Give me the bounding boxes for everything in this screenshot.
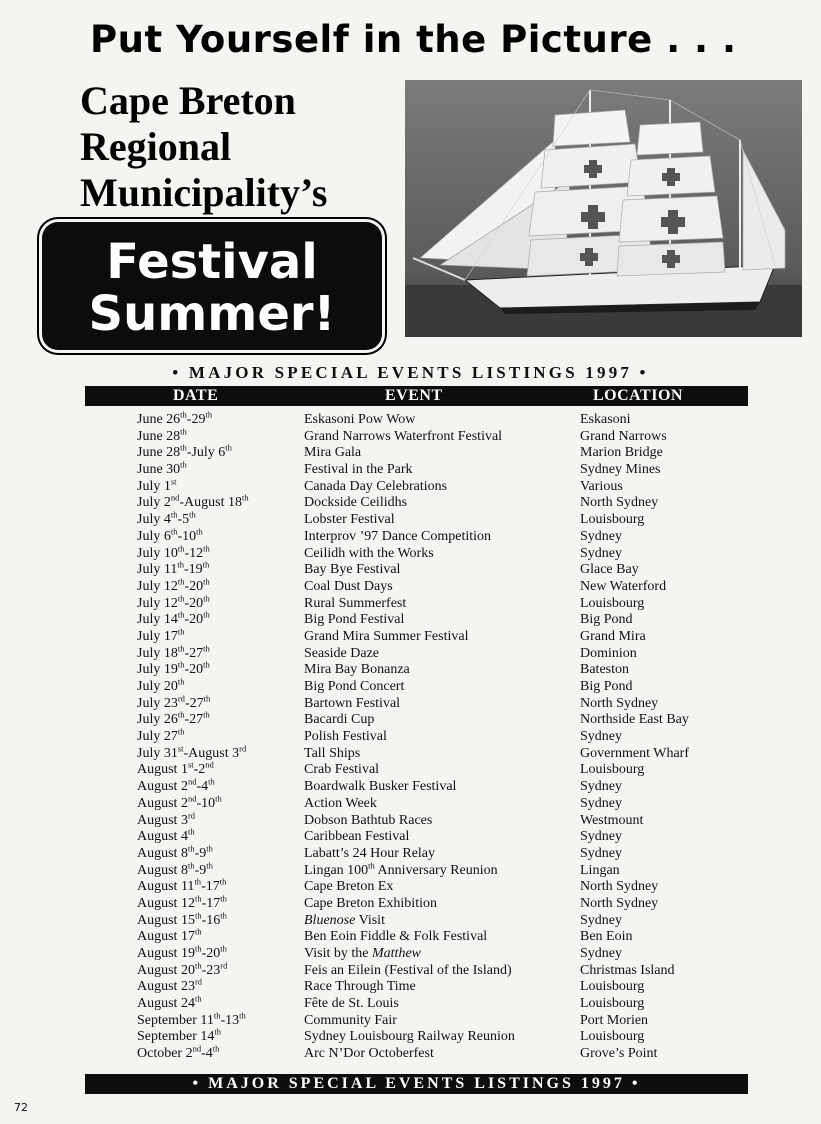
event-name: Feis an Eilein (Festival of the Island) [304, 962, 512, 978]
event-location: Ben Eoin [580, 929, 633, 945]
event-row [137, 859, 757, 880]
event-name: Coal Dust Days [304, 578, 393, 594]
column-header-event: EVENT [385, 387, 443, 404]
event-location: Westmount [580, 812, 644, 828]
page-title [80, 78, 327, 216]
events-table [137, 409, 757, 1063]
event-location: Bateston [580, 662, 629, 678]
event-name: Mira Bay Bonanza [304, 662, 410, 678]
event-date: July 19th-20th [137, 659, 210, 678]
event-row [137, 576, 757, 596]
title-line-1: Cape Breton [80, 78, 296, 123]
event-row [137, 1010, 757, 1030]
event-row [137, 509, 757, 529]
event-date: July 12th-20th [137, 576, 210, 594]
event-name: Boardwalk Busker Festival [304, 779, 457, 795]
event-location: Eskasoni [580, 412, 631, 427]
listing-footer: • MAJOR SPECIAL EVENTS LISTINGS 1997 • [85, 1074, 748, 1094]
event-row [137, 960, 757, 980]
event-row [137, 993, 757, 1013]
event-date: September 11th-13th [137, 1010, 246, 1028]
event-date: October 2nd-4th [137, 1043, 220, 1062]
event-row [137, 909, 757, 930]
event-location: North Sydney [580, 895, 659, 911]
event-name: Bartown Festival [304, 695, 401, 711]
event-location: Big Pond [580, 679, 633, 694]
event-row [137, 793, 757, 813]
event-location: Sydney [580, 845, 622, 861]
event-date: August 15th-16th [137, 909, 227, 928]
event-name: Community Fair [304, 1012, 397, 1028]
column-header-location: LOCATION [593, 387, 683, 404]
event-date: July 31st-August 3rd [137, 743, 247, 761]
event-row [137, 642, 757, 663]
event-date: July 2nd-August 18th [137, 492, 249, 511]
event-location: Louisbourg [580, 979, 645, 995]
event-row [137, 693, 757, 713]
event-row [137, 476, 757, 496]
event-name: Eskasoni Pow Wow [304, 412, 416, 427]
title-line-3: Municipality’s [80, 170, 328, 215]
event-location: Sydney [580, 829, 622, 845]
event-date: August 3rd [137, 809, 196, 828]
event-name: Rural Summerfest [304, 595, 407, 611]
tall-ship-illustration [405, 80, 802, 337]
event-name: Arc N’Dor Octoberfest [304, 1046, 434, 1062]
event-name: Interprov ’97 Dance Competition [304, 528, 492, 544]
event-row [137, 592, 757, 613]
event-row [137, 676, 757, 696]
event-row [137, 843, 757, 863]
event-date: June 28th [137, 426, 187, 444]
event-date: June 26th-29th [137, 409, 213, 427]
event-name: Cape Breton Ex [304, 879, 394, 895]
event-row [137, 743, 757, 763]
event-row [137, 459, 757, 479]
event-location: Louisbourg [580, 512, 645, 528]
event-row [137, 876, 757, 896]
event-location: New Waterford [580, 578, 667, 594]
event-date: July 14th-20th [137, 609, 210, 628]
event-date: July 10th-12th [137, 542, 210, 561]
event-name: Action Week [304, 795, 377, 811]
event-name: Bacardi Cup [304, 712, 375, 728]
event-row [137, 809, 757, 830]
event-name: Festival in the Park [304, 462, 413, 478]
event-name: Seaside Daze [304, 645, 380, 661]
event-location: Sydney [580, 795, 622, 811]
event-location: Sydney [580, 528, 622, 544]
event-row [137, 542, 757, 563]
event-date: July 1st [137, 476, 177, 494]
event-date: August 8th-9th [137, 859, 213, 878]
event-date: July 12th-20th [137, 592, 210, 611]
event-row [137, 1043, 757, 1063]
event-name: Tall Ships [304, 745, 361, 761]
event-date: July 11th-19th [137, 559, 210, 578]
event-row [137, 559, 757, 579]
event-date: August 2nd-4th [137, 776, 215, 795]
event-name: Crab Festival [304, 762, 380, 778]
event-date: August 17th [137, 926, 202, 945]
event-location: North Sydney [580, 879, 659, 895]
tall-ship-photo [405, 80, 802, 337]
event-name: Labatt’s 24 Hour Relay [304, 845, 436, 861]
event-location: Louisbourg [580, 595, 645, 611]
event-date: July 20th [137, 676, 185, 694]
event-date: August 8th-9th [137, 843, 213, 861]
event-date: August 1st-2nd [137, 759, 214, 778]
event-name: Cape Breton Exhibition [304, 895, 437, 911]
event-row [137, 1026, 757, 1046]
event-row [137, 776, 757, 796]
event-date: September 14th [137, 1026, 221, 1045]
event-name: Bay Bye Festival [304, 562, 401, 578]
event-location: Sydney [580, 779, 622, 795]
event-location: North Sydney [580, 695, 659, 711]
event-name: Grand Mira Summer Festival [304, 628, 469, 644]
event-location: Port Morien [580, 1012, 649, 1028]
event-row [137, 726, 757, 746]
event-name: Big Pond Concert [304, 679, 405, 694]
event-row [137, 409, 757, 429]
event-date: August 24th [137, 993, 202, 1012]
event-date: July 26th-27th [137, 709, 210, 728]
event-date: August 23rd [137, 976, 203, 995]
event-location: Sydney [580, 946, 622, 961]
column-header-date: DATE [173, 387, 219, 404]
event-location: Christmas Island [580, 962, 675, 978]
event-date: August 20th-23rd [137, 960, 228, 978]
event-name: Grand Narrows Waterfront Festival [304, 428, 503, 444]
event-name: Lobster Festival [304, 512, 395, 528]
event-location: Glace Bay [580, 562, 639, 578]
event-date: July 6th-10th [137, 526, 203, 544]
event-location: Government Wharf [580, 745, 689, 761]
event-location: North Sydney [580, 495, 659, 511]
event-date: July 17th [137, 626, 185, 644]
event-row [137, 826, 757, 846]
event-location: Marion Bridge [580, 445, 663, 461]
event-name: Lingan 100th Anniversary Reunion [304, 859, 498, 878]
event-row [137, 626, 757, 646]
event-date: August 11th-17th [137, 876, 227, 895]
event-location: Grove’s Point [580, 1046, 658, 1062]
event-name: Visit by the Matthew [304, 946, 421, 961]
event-row [137, 492, 757, 512]
event-name: Ben Eoin Fiddle & Folk Festival [304, 929, 488, 945]
event-row [137, 442, 757, 462]
festival-summer-logo [42, 222, 382, 350]
event-date: June 30th [137, 459, 187, 478]
title-line-2: Regional [80, 124, 232, 169]
event-row [137, 893, 757, 913]
event-name: Big Pond Festival [304, 612, 405, 628]
event-name: Dockside Ceilidhs [304, 495, 408, 511]
event-date: August 4th [137, 826, 195, 845]
event-location: Sydney [580, 545, 622, 561]
event-name: Race Through Time [304, 979, 416, 995]
event-location: Sydney [580, 912, 622, 928]
event-location: Sydney Mines [580, 462, 661, 478]
event-name: Ceilidh with the Works [304, 545, 434, 561]
event-location: Sydney [580, 729, 622, 745]
event-name: Bluenose Visit [304, 912, 385, 928]
event-row [137, 659, 757, 679]
event-location: Grand Mira [580, 628, 646, 644]
event-row [137, 609, 757, 629]
event-location: Grand Narrows [580, 428, 667, 444]
event-row [137, 526, 757, 546]
festival-line-2: Summer! [88, 286, 336, 342]
event-date: August 2nd-10th [137, 793, 222, 811]
event-row [137, 976, 757, 996]
column-header-bar [85, 386, 748, 406]
event-location: Louisbourg [580, 1029, 645, 1045]
event-name: Canada Day Celebrations [304, 478, 448, 494]
event-name: Mira Gala [304, 445, 362, 461]
event-date: August 19th-20th [137, 943, 227, 961]
event-date: July 23rd-27th [137, 693, 211, 711]
event-name: Dobson Bathtub Races [304, 812, 433, 828]
event-date: July 27th [137, 726, 185, 745]
event-location: Louisbourg [580, 762, 645, 778]
listing-header: • MAJOR SPECIAL EVENTS LISTINGS 1997 • [172, 363, 649, 382]
headline: Put Yourself in the Picture . . . [90, 18, 737, 61]
event-row [137, 709, 757, 729]
event-location: Lingan [580, 862, 620, 878]
page-number: 72 [14, 1101, 28, 1114]
event-location: Big Pond [580, 612, 633, 628]
event-row [137, 759, 757, 779]
event-location: Various [580, 478, 623, 494]
event-name: Polish Festival [304, 729, 387, 745]
event-name: Sydney Louisbourg Railway Reunion [304, 1029, 515, 1045]
event-name: Caribbean Festival [304, 829, 410, 845]
event-date: July 18th-27th [137, 642, 210, 661]
event-date: July 4th-5th [137, 509, 196, 528]
event-date: August 12th-17th [137, 893, 227, 911]
event-location: Northside East Bay [580, 712, 689, 728]
event-location: Louisbourg [580, 996, 645, 1012]
event-name: Fête de St. Louis [304, 996, 399, 1012]
event-row [137, 943, 757, 963]
event-date: June 28th-July 6th [137, 442, 232, 461]
event-row [137, 926, 757, 946]
festival-line-1: Festival [106, 234, 318, 290]
event-location: Dominion [580, 645, 637, 661]
